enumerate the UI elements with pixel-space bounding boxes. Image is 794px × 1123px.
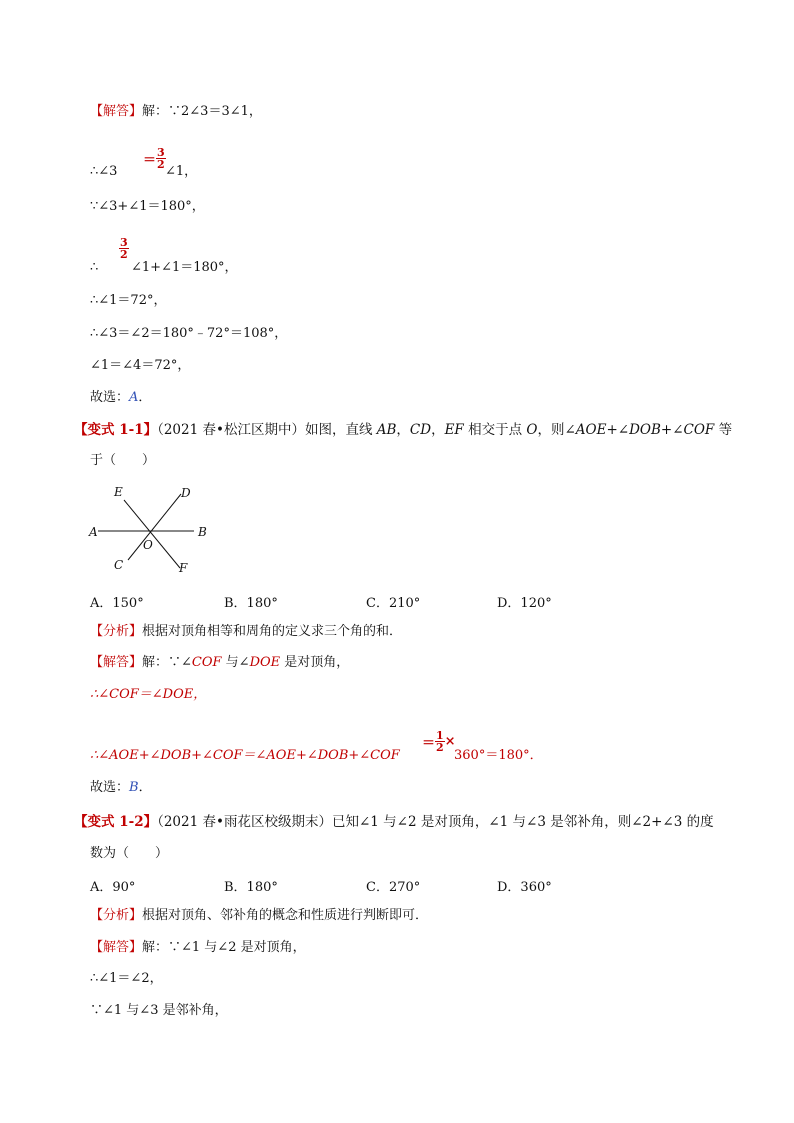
question-text: ， (396, 422, 410, 438)
answer-line-1 (90, 939, 306, 957)
answer-line-4 (90, 779, 152, 797)
question-text: +∠ (606, 422, 630, 438)
label-c: C (114, 558, 124, 572)
equals-sign: ＝ (422, 736, 436, 751)
fraction-numerator: 3 (157, 146, 165, 159)
question-text: CD (409, 422, 432, 438)
solution-line-6: ∴∠3＝∠2＝180°﹣72°＝108°， (90, 326, 288, 341)
answer-choice: A (129, 390, 139, 405)
solution-line-2-tail (165, 163, 197, 181)
option-c: C．270° (366, 880, 421, 895)
answer-choice: B (129, 780, 139, 795)
question-text: +∠ (660, 422, 684, 438)
variant-tag: 【变式 1-1】 (74, 422, 158, 438)
label-o: O (143, 538, 153, 552)
analysis-text: 根据对顶角、邻补角的概念和性质进行判断即可． (142, 908, 429, 923)
answer-tag: 【解答】 (90, 940, 143, 955)
answer-line-3: ∵∠1 与∠3 是邻补角， (90, 1003, 228, 1018)
question-1-1-line-2: 于（ ） (90, 453, 156, 468)
answer-text: DOE (249, 655, 281, 670)
question-1-2-line-2: 数为（ ） (90, 846, 169, 861)
answer-line-2: ∴∠1＝∠2， (90, 971, 163, 986)
label-f: F (179, 561, 188, 575)
question-1-1-line-1 (74, 421, 732, 439)
question-text: EF (444, 422, 464, 438)
question-text: ， (431, 422, 445, 438)
answer-text: 故选： (90, 780, 130, 795)
analysis-line (90, 907, 428, 925)
fraction-denominator: 2 (120, 248, 128, 261)
variant-tag: 【变式 1-2】 (74, 814, 158, 830)
label-e: E (114, 485, 123, 499)
option-b: B．180° (224, 880, 278, 895)
question-text: 相交于点 (463, 422, 527, 438)
solution-line-7: ∠1＝∠4＝72°， (90, 358, 191, 373)
fraction-numerator: 3 (120, 236, 128, 249)
question-text: COF (683, 422, 715, 438)
line-cd (128, 494, 181, 560)
answer-text: COF (191, 655, 222, 670)
solution-line-1 (90, 103, 262, 121)
equals-sign: ＝ (143, 153, 157, 168)
option-b: B．180° (224, 596, 278, 611)
solution-line-4 (90, 259, 98, 277)
option-c: C．210° (366, 596, 421, 611)
fraction-three-halves (119, 237, 129, 260)
answer-text: 是对顶角， (280, 655, 350, 670)
answer-tag: 【解答】 (90, 655, 143, 670)
answer-tag: 【解答】 (90, 104, 143, 119)
times-sign: × (444, 734, 456, 749)
solution-line-5: ∴∠1＝72°， (90, 293, 167, 308)
question-text: AB (376, 422, 397, 438)
answer-line-3: ∴∠AOE+∠DOB+∠COF＝∠AOE+∠DOB+∠COF (90, 748, 400, 763)
solution-text: ． (138, 390, 152, 405)
answer-text: ． (138, 780, 152, 795)
question-text: AOE (575, 422, 607, 438)
solution-text: 解：∵2∠3＝3∠1， (142, 104, 262, 119)
analysis-text: 根据对顶角相等和周角的定义求三个角的和． (142, 624, 403, 639)
answer-line-3-tail: 360°＝180°． (454, 748, 543, 763)
option-d: D．120° (497, 596, 552, 611)
question-text: O (526, 422, 538, 438)
fraction-denominator: 2 (436, 741, 444, 754)
line-ef (124, 500, 180, 568)
question-text: （2021 春•松江区期中）如图，直线 (157, 422, 377, 438)
fraction-three-halves (143, 147, 166, 170)
answer-text: 与∠ (221, 655, 250, 670)
answer-line-2: ∴∠COF＝∠DOE， (90, 687, 207, 702)
answer-text: 解：∵∠ (142, 655, 192, 670)
fraction-one-half (422, 730, 456, 753)
solution-line-8 (90, 389, 151, 407)
question-text: （2021 春•雨花区校级期末）已知∠1 与∠2 是对顶角，∠1 与∠3 是邻补角，则∠2+∠3 的度 (157, 814, 714, 830)
label-b: B (198, 525, 207, 539)
analysis-tag: 【分析】 (90, 908, 143, 923)
solution-text: 故选： (90, 390, 130, 405)
fraction (119, 237, 129, 260)
fraction-numerator: 1 (436, 729, 444, 742)
question-1-2-line-1 (74, 813, 714, 831)
fraction-denominator: 2 (157, 158, 165, 171)
option-a: A．150° (90, 596, 144, 611)
intersecting-lines-figure (84, 480, 214, 580)
analysis-line (90, 623, 402, 641)
solution-text: ∴∠3 (90, 164, 118, 179)
question-text: 等 (714, 422, 733, 438)
solution-text: ∠1， (165, 164, 198, 179)
solution-text: ∴ (90, 260, 99, 275)
option-a: A．90° (90, 880, 136, 895)
question-text: ，则∠ (537, 422, 576, 438)
label-d: D (181, 486, 191, 500)
solution-line-4-tail: ∠1+∠1＝180°， (131, 260, 238, 275)
solution-line-2 (90, 163, 117, 181)
label-a: A (89, 525, 98, 539)
answer-line-1 (90, 654, 349, 672)
analysis-tag: 【分析】 (90, 624, 143, 639)
fraction (435, 730, 445, 753)
answer-text: 解：∵∠1 与∠2 是对顶角， (142, 940, 306, 955)
option-d: D．360° (497, 880, 552, 895)
solution-line-3: ∵∠3+∠1＝180°， (90, 199, 205, 214)
question-text: DOB (629, 422, 661, 438)
